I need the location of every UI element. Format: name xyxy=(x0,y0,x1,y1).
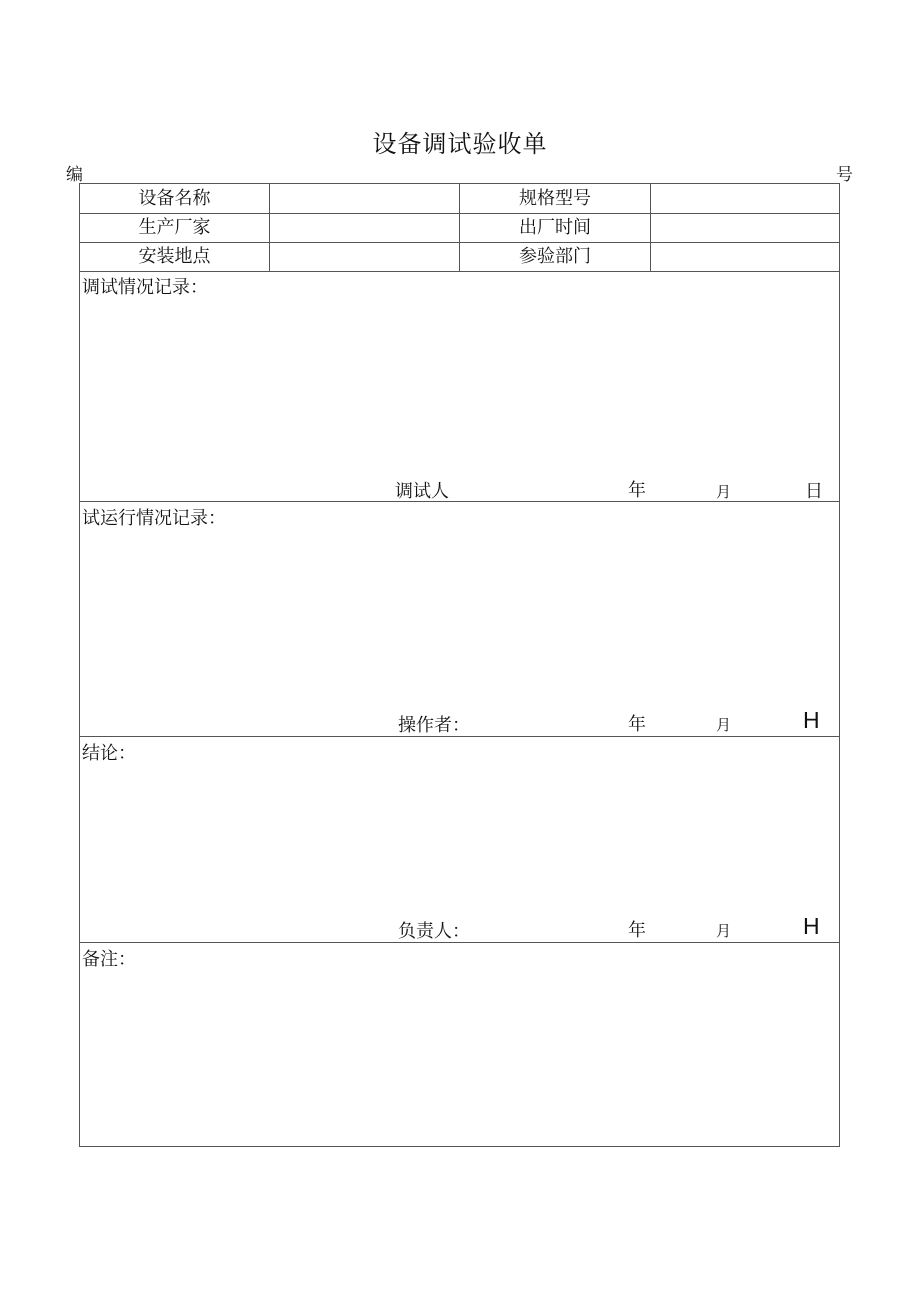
label-spec-model: 规格型号 xyxy=(460,184,651,213)
trial-operator-label: 操作者： xyxy=(398,715,470,736)
debug-record-label: 调试情况记录： xyxy=(82,277,208,298)
field-factory-date[interactable] xyxy=(651,213,840,242)
debug-day-label: 日 xyxy=(805,481,823,502)
page-title: 设备调试验收单 xyxy=(372,130,548,158)
debug-month-label: 月 xyxy=(716,483,732,501)
info-row-equipment xyxy=(80,184,839,214)
label-manufacturer: 生产厂家 xyxy=(80,213,270,242)
section-debug-record[interactable] xyxy=(80,271,839,502)
label-install-location: 安装地点 xyxy=(80,242,270,271)
trial-record-label: 试运行情况记录： xyxy=(82,508,226,529)
section-remarks[interactable] xyxy=(80,943,839,1146)
field-spec-model[interactable] xyxy=(651,184,840,213)
trial-year-label: 年 xyxy=(628,714,646,735)
info-row-manufacturer xyxy=(80,213,839,243)
field-inspection-dept[interactable] xyxy=(651,242,840,271)
conclusion-year-label: 年 xyxy=(628,920,646,941)
label-equipment-name: 设备名称 xyxy=(80,184,270,213)
debug-signer-label: 调试人 xyxy=(395,481,449,502)
trial-month-label: 月 xyxy=(716,716,732,734)
conclusion-label: 结论： xyxy=(82,743,136,764)
acceptance-form xyxy=(79,183,840,1147)
conclusion-month-label: 月 xyxy=(716,922,732,940)
remarks-label: 备注： xyxy=(82,949,136,970)
label-inspection-dept: 参验部门 xyxy=(460,242,651,271)
debug-year-label: 年 xyxy=(628,480,646,501)
label-factory-date: 出厂时间 xyxy=(460,213,651,242)
conclusion-responsible-label: 负责人： xyxy=(398,921,470,942)
conclusion-day-label: H xyxy=(803,913,820,939)
trial-day-label: H xyxy=(803,707,820,733)
section-trial-run-record[interactable] xyxy=(80,502,839,737)
field-install-location[interactable] xyxy=(270,242,460,271)
info-row-location xyxy=(80,242,839,272)
field-manufacturer[interactable] xyxy=(270,213,460,242)
number-label-left: 编 xyxy=(66,165,83,185)
number-label-right: 号 xyxy=(836,165,853,185)
field-equipment-name[interactable] xyxy=(270,184,460,213)
section-conclusion[interactable] xyxy=(80,737,839,943)
